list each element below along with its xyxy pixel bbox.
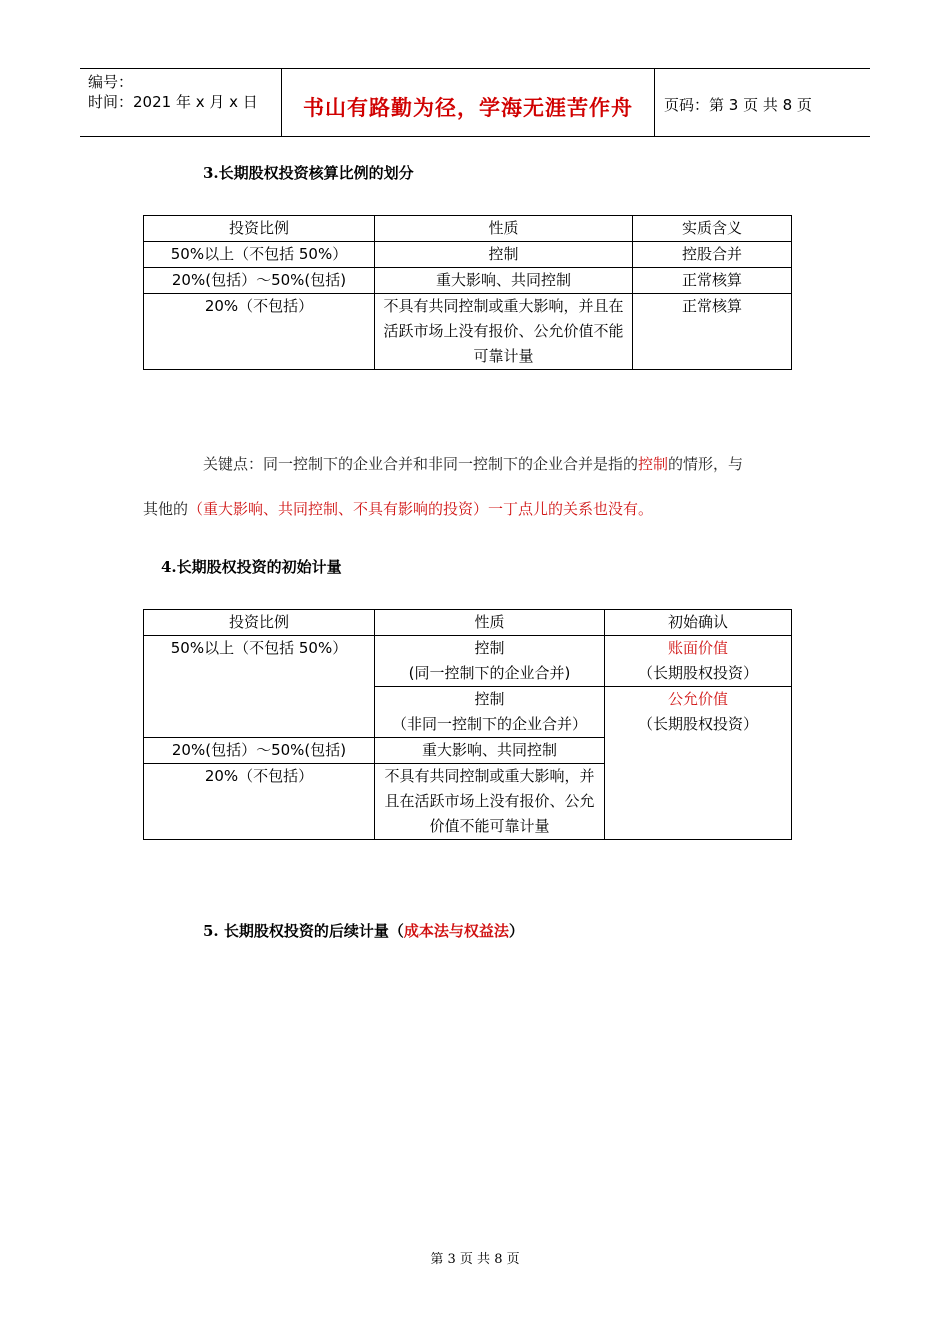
section-3-heading: 3.长期股权投资核算比例的划分 bbox=[203, 164, 414, 182]
column-header: 性质 bbox=[375, 610, 605, 636]
document-date: 时间：2021 年 x 月 x 日 bbox=[88, 93, 258, 111]
table-row bbox=[144, 636, 792, 687]
table-cell: 20%（不包括） bbox=[144, 294, 375, 370]
table-row bbox=[144, 242, 792, 268]
nature-label: 控制 bbox=[474, 639, 505, 657]
column-header: 性质 bbox=[375, 216, 633, 242]
heading-text: ） bbox=[508, 922, 524, 940]
table-cell: 50%以上（不包括 50%） bbox=[144, 636, 375, 738]
table-cell bbox=[375, 636, 605, 687]
page-footer: 第 3 页 共 8 页 bbox=[430, 1252, 520, 1267]
section-5-heading bbox=[203, 920, 524, 941]
header-meta bbox=[88, 72, 258, 112]
table-cell: 不具有共同控制或重大影响，并且在活跃市场上没有报价、公允价值不能可靠计量 bbox=[375, 294, 633, 370]
table-header-row bbox=[144, 610, 792, 636]
table-row bbox=[144, 268, 792, 294]
recognition-basis: 账面价值 bbox=[667, 639, 728, 657]
keypoint-text: 关键点：同一控制下的企业合并和非同一控制下的企业合并是指的 bbox=[203, 455, 639, 473]
table-cell bbox=[605, 636, 792, 687]
recognition-account: （长期股权投资） bbox=[637, 664, 758, 682]
header-top-rule bbox=[80, 68, 870, 69]
column-header: 投资比例 bbox=[144, 610, 375, 636]
heading-text: 5. 长期股权投资的后续计量（ bbox=[203, 922, 404, 940]
table-cell: 重大影响、共同控制 bbox=[375, 738, 605, 764]
table-row bbox=[144, 294, 792, 370]
heading-highlight: 成本法与权益法 bbox=[403, 922, 509, 940]
document-number-label: 编号： bbox=[88, 73, 134, 91]
header-page-info: 页码：第 3 页 共 8 页 bbox=[664, 96, 812, 114]
keypoint-text: 的情形，与 bbox=[668, 455, 744, 473]
table-cell: 正常核算 bbox=[633, 268, 792, 294]
keypoint-highlight: 控制 bbox=[638, 455, 669, 473]
table-cell: 正常核算 bbox=[633, 294, 792, 370]
table-cell: 控股合并 bbox=[633, 242, 792, 268]
table-cell: 控制 bbox=[375, 242, 633, 268]
header-motto: 书山有路勤为径，学海无涯苦作舟 bbox=[303, 95, 633, 120]
table-cell: 20%(包括）～50%(包括) bbox=[144, 738, 375, 764]
recognition-account: （长期股权投资） bbox=[637, 715, 758, 733]
table-cell: 20%(包括）～50%(包括) bbox=[144, 268, 375, 294]
column-header: 初始确认 bbox=[605, 610, 792, 636]
keypoint-highlight: （重大影响、共同控制、不具有影响的投资）一丁点儿的关系也没有。 bbox=[188, 500, 654, 518]
nature-detail: （非同一控制下的企业合并） bbox=[391, 715, 587, 733]
header-divider-right bbox=[654, 68, 655, 136]
ratio-classification-table bbox=[143, 215, 792, 370]
table-cell bbox=[375, 687, 605, 738]
initial-measurement-table bbox=[143, 609, 792, 840]
table-cell: 20%（不包括） bbox=[144, 764, 375, 840]
header-bottom-rule bbox=[80, 136, 870, 137]
table-cell: 不具有共同控制或重大影响，并且在活跃市场上没有报价、公允价值不能可靠计量 bbox=[375, 764, 605, 840]
nature-label: 控制 bbox=[474, 690, 505, 708]
table-header-row bbox=[144, 216, 792, 242]
nature-detail: (同一控制下的企业合并) bbox=[408, 664, 571, 682]
table-cell: 重大影响、共同控制 bbox=[375, 268, 633, 294]
column-header: 实质含义 bbox=[633, 216, 792, 242]
keypoint-line-1 bbox=[203, 453, 743, 474]
section-4-heading: 4.长期股权投资的初始计量 bbox=[161, 558, 342, 576]
keypoint-text: 其他的 bbox=[143, 500, 189, 518]
recognition-basis: 公允价值 bbox=[667, 690, 728, 708]
keypoint-line-2 bbox=[143, 498, 653, 519]
table-cell bbox=[605, 687, 792, 840]
table-cell: 50%以上（不包括 50%） bbox=[144, 242, 375, 268]
column-header: 投资比例 bbox=[144, 216, 375, 242]
